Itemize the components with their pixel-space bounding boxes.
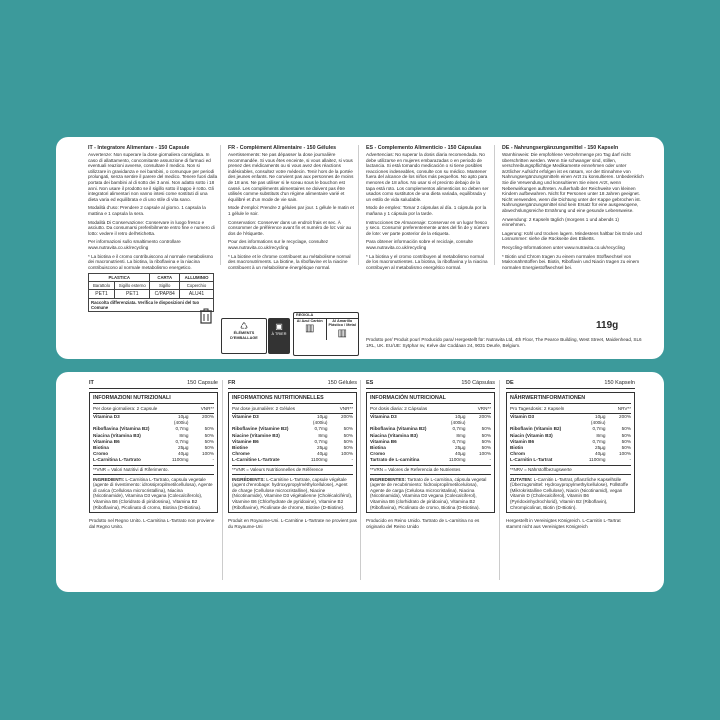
- nutrient-row: [510, 457, 631, 463]
- nutrient-nrv: 50%: [481, 445, 491, 451]
- table-header: ALLUMINIO: [180, 274, 214, 282]
- lang-code: DE: [506, 380, 514, 386]
- ingredients-text: L-Carnitine L-Tartrate, capsule végétale (agent d'enrobage: hydroxypropylméthylcellulose), Agent de charge (Cellulose microcristalline), Niacine (Nicotinamide), Vitamine D3 végétalienne (Cholécalciférol), Vitamine B6 (Chlorhydrate de pyridoxine), Vitamine B2 (Riboflavine), Picolinate de chrome, Biotine (D-Biotine).: [232, 476, 353, 510]
- nutrient-row: [232, 457, 353, 463]
- nutrient-name: Niacin (Vitamin B3): [510, 432, 553, 438]
- nutrient-amount: 8mg: [596, 432, 606, 438]
- dose-label: Par dose journalière: 2 Gélules: [232, 406, 296, 411]
- badge-label: À TRIER: [271, 332, 287, 336]
- de-title: DE - Nahrungsergänzungsmittel - 150 Kapseln: [502, 145, 619, 151]
- es-warnings: Advertencias: No superar la dosis diaria recomendada. No debe utilizarse en mujeres embarazadas o en periodo de lactancia. Si está tomando medicación o si tiene posibles reacciones indeseables, consulte con su médico. Mantener fuera del alcance de los niños más pequeños. No apto para menores de 18 años. No usar si el precinto debajo de la tapa está roto. Los complementos alimenticios no deben ser usados como sustitutos de una dieta variada, equilibrada y un estilo de vida saludable.: [366, 152, 489, 202]
- nutrient-name: Vitamin D3: [510, 414, 535, 419]
- nutrient-amount: 0,7mg: [314, 438, 328, 444]
- nutrient-amount: 25µg: [454, 445, 466, 451]
- nrv-footnote: **NRV = Nährstoffbezugswerte: [510, 465, 631, 472]
- fr-section: [228, 145, 356, 273]
- de-usage: Anwendung: 2 Kapseln täglich (morgens 1 und abends 1) einnehmen.: [502, 216, 619, 228]
- de-warnings: Warnhinweis: Die empfohlene Verzehrmenge pro Tag darf nicht überschritten werden. Wenn Sie schwanger sind, stillen, verschreibungspflichtige Medikamente einnehmen oder unter ärztlicher Aufsicht erfolgen ist es ratsam, vor der Einnahme von Nahrungsergänzungsmitteln einen Arzt zu konsultieren. Unbedenklich Sie die Verwendung und konsultieren Sie einen Arzt, wenn Nebenwirkungen auftreten. Außerhalb der Reichweite von kleinen Kindern aufbewahren. Nicht für Personen unter 18 Jahren geeignet. Nicht verwenden, wenn die Dichtung unter der Kappe gebrochen ist. Nahrungsergänzungsmittel sind kein Ersatz für eine ausgewogene, abwechslungsreiche Ernährung und eine gesunde Lebensweise.: [502, 152, 644, 213]
- de-storage: Lagerung: Kühl und trocken lagern. Mindestens haltbar bis Ende und Losnummer: siehe die Rückseite des Etiketts.: [502, 230, 642, 242]
- table-header: PLASTICA: [89, 274, 150, 282]
- nutrient-amount: 25µg: [177, 445, 189, 451]
- ref-label: VRN**: [477, 406, 491, 411]
- nutrition-title: INFORMAZIONI NUTRIZIONALI: [93, 395, 214, 404]
- dose-row: [510, 404, 631, 414]
- nutrition-box: [366, 392, 495, 513]
- nutrition-box: [89, 392, 218, 513]
- nutrient-amount: 0,7mg: [175, 426, 189, 432]
- table-cell: Coperchio: [180, 282, 214, 290]
- blue-bin: [294, 319, 327, 340]
- nutrient-name: Vitamina D3: [93, 414, 120, 419]
- packaging-badge: [221, 318, 267, 354]
- dose-row: [232, 404, 353, 414]
- nutrient-name: L-Carnitin L-Tartrat: [510, 457, 553, 463]
- nutrient-nrv: 200%: [202, 414, 214, 419]
- fr-claims: * La biotine et le chrome contribuent au métabolisme normal des macronutriments. La biotine, la riboflavine et la niacine contribuent à un métabolisme énergétique normal.: [228, 253, 351, 270]
- nutrient-nrv: 50%: [621, 438, 631, 444]
- nutrient-amount: 1100mg: [171, 457, 189, 463]
- triman-icon: ♺: [239, 321, 249, 331]
- sort-badge: [268, 318, 290, 354]
- nutrition-box: [228, 392, 357, 513]
- fr-warnings: Avertissements: Ne pas dépasser la dose journalière recommandée. Si vous êtes enceinte, si vous allaitez, si vous prenez des médicaments ou si vous avez des réactions indésirables, consultez votre médecin. Tenir hors de la portée des jeunes enfants. Ne convient pas aux personnes de moins de 18 ans. Ne pas utiliser si le sceau sous le bouchon est cassé. Les compléments alimentaires ne doivent pas être utilisés comme substituts d'un régime alimentaire varié et équilibré et d'un mode de vie sain.: [228, 152, 354, 202]
- nutrient-name: Chrom: [510, 451, 526, 457]
- bin-icon: ▥: [305, 323, 315, 334]
- table-note: Raccolta differenziata. Verifica le disposizioni del tuo Comune: [89, 299, 214, 312]
- nutrient-name: Vitamina B6: [370, 438, 397, 444]
- table-cell: C/PAP84: [150, 290, 180, 299]
- divider: [360, 380, 361, 580]
- nutrient-name: Riboflavina (Vitamina B2): [370, 426, 427, 432]
- nutrient-amount: 10µg (400iu): [312, 414, 328, 426]
- bin-icon: ▥: [337, 327, 347, 339]
- nutrient-amount: 1100mg: [588, 457, 606, 463]
- capsule-count: 150 Kapseln: [604, 380, 635, 386]
- ingredients-text: L-Carnitin L-Tartrat, pflanzliche Kapselhülle (Überzugsmittel: Hydroxypropylmethylcellulose), Füllstoffe (Mikrokristalline Cellulose), Niacin (Nicotinamid), vegan Vitamin D (Cholecalciferol), Vitamin B6 (Pyridoxinhydrochlorid), Vitamin B2 (Riboflavin), Chrompicolinat, Biotin (D-Biotin).: [510, 476, 629, 510]
- nutrient-row: [370, 414, 491, 426]
- label-bottom-panel: [56, 372, 664, 592]
- nutrient-nrv: 50%: [481, 432, 491, 438]
- nutrient-amount: 40µg: [316, 451, 328, 457]
- it-title: IT - Integratore Alimentare - 150 Capsule: [88, 145, 190, 151]
- nutrient-name: L-Carnitina L-Tartrato: [93, 457, 141, 463]
- nrv-footnote: **VRN = Valores de Referencia de Nutrientes: [370, 465, 491, 472]
- ingredients: [93, 474, 214, 511]
- table-cell: ALU41: [180, 290, 214, 299]
- table-cell: Barattolo: [89, 282, 115, 290]
- it-usage: Modalità d'uso: Prendere 2 capsule al giorno. 1 capsula la mattina e 1 capsula la sera.: [88, 205, 206, 216]
- nutrient-nrv: 50%: [343, 426, 353, 432]
- divider: [222, 380, 223, 580]
- dose-row: [93, 404, 214, 414]
- fr-title: FR - Complément Alimentaire - 150 Gélules: [228, 145, 337, 151]
- nutrient-name: Tartrato de L-carnitina: [370, 457, 420, 463]
- table-cell: Sigillo: [150, 282, 180, 290]
- nutrient-amount: 8mg: [318, 432, 328, 438]
- recycle-bin-icon: [198, 307, 214, 330]
- nutrient-name: Vitamina D3: [370, 414, 397, 419]
- nutrient-nrv: 50%: [481, 426, 491, 432]
- ref-label: VNR**: [200, 406, 214, 411]
- nutrient-nrv: -: [489, 457, 491, 463]
- nutrient-amount: 0,7mg: [452, 426, 466, 432]
- nutrient-amount: 8mg: [179, 432, 189, 438]
- es-storage: Instrucciones De Almacenaje: Conservar en un lugar fresco y seco. Consumir preferentemente antes del fin de y número de lote: ver parte posterior de la etiqueta.: [366, 219, 490, 236]
- label-top-panel: [56, 137, 664, 359]
- nutrient-name: Cromo: [93, 451, 109, 457]
- nutrient-name: Niacine (Vitamine B3): [232, 432, 280, 438]
- divider: [499, 380, 500, 580]
- capsule-count: 150 Cápsulas: [461, 380, 495, 386]
- nutrient-nrv: -: [351, 457, 353, 463]
- nutrient-amount: 25µg: [316, 445, 328, 451]
- nutrient-name: Biotin: [510, 445, 524, 451]
- nutrition-column: [366, 380, 495, 529]
- badge-label: REGIOLA: [294, 313, 358, 319]
- nutrient-name: Biotina: [370, 445, 386, 451]
- es-recycling: Para obtener información sobre el reciclaje, consulte www.nutravita.co.uk/recycling: [366, 239, 473, 250]
- nutrient-nrv: 50%: [343, 438, 353, 444]
- dose-row: [370, 404, 491, 414]
- ref-label: VNR**: [339, 406, 353, 411]
- sort-icon: ▣: [275, 322, 283, 331]
- it-claims: * La biotina e il cromo contribuiscono al normale metabolismo dei macronutrienti. La biotina, la riboflavina e la niacina contribuiscono al normale metabolismo energetico.: [88, 253, 214, 270]
- nutrient-name: Biotine: [232, 445, 248, 451]
- column-header: [89, 380, 218, 389]
- nutrient-name: Niacina (Vitamina B3): [370, 432, 418, 438]
- es-title: ES - Complemento Alimenticio - 150 Cápsulas: [366, 145, 482, 151]
- recycling-table: [88, 273, 214, 312]
- divider: [494, 145, 495, 265]
- de-claims: * Biotin und Chrom tragen zu einem normalen Stoffwechsel von Makronährstoffen bei. Biotin, Riboflavin und Niacin tragen zu einem normalen Energiestoffwechsel bei.: [502, 253, 640, 270]
- table-cell: Sigillo esterno: [115, 282, 150, 290]
- divider: [358, 145, 359, 265]
- nutrient-amount: 0,7mg: [592, 426, 606, 432]
- nutrition-title: INFORMATIONS NUTRITIONNELLES: [232, 395, 353, 404]
- nutrient-name: Riboflavin (Vitamin B2): [510, 426, 562, 432]
- nutrient-nrv: 50%: [621, 445, 631, 451]
- dose-label: Por dosis diaria: 2 Cápsulas: [370, 406, 428, 411]
- origin-text: Produit en Royaume-Uni. L-Carnitine L-Tartrate ne provient pas du Royaume-Uni: [228, 518, 357, 529]
- nutrient-name: Riboflavina (Vitamina B2): [93, 426, 150, 432]
- nutrient-nrv: 50%: [343, 432, 353, 438]
- fr-recycling: Pour des informations sur le recyclage, consultez www.nutravita.co.uk/recycling: [228, 239, 329, 250]
- nutrient-nrv: 50%: [481, 438, 491, 444]
- nutrient-amount: 40µg: [594, 451, 606, 457]
- ingredients-label: INGRÉDIENTS:: [232, 476, 265, 482]
- nutrient-name: Cromo: [370, 451, 386, 457]
- nutrition-title: INFORMACIÓN NUTRICIONAL: [370, 395, 491, 404]
- badge-label: Al Amarillo Plástico / Metal: [328, 318, 356, 327]
- nutrient-nrv: 50%: [621, 432, 631, 438]
- badge-label: ÉLÉMENTS D'EMBALLAGE: [230, 331, 258, 340]
- it-section: [88, 145, 218, 312]
- badge-label: Al Azul Cartón: [296, 318, 323, 323]
- column-header: [366, 380, 495, 389]
- ingredients: [232, 474, 353, 511]
- table-header: CARTA: [150, 274, 180, 282]
- nutrient-row: [232, 414, 353, 426]
- nutrient-nrv: 100%: [341, 451, 353, 457]
- it-warnings: Avvertenze: Non superare la dose giornaliera consigliata. In caso di allattamento, concomitante assunzione di farmaci ed eventuali reazioni avverse, consultare il medico. Non si utilizzare in gravidanza e nei bambini, o comunque per periodi prolungati, senza sentire il parere del medico. Tenere fuori dalla portata dei bambini al di sotto dei 3 anni. Non adatto sotto i 18 anni. Non usare il prodotto se il sigillo sotto il tappo è rotto. Gli integratori alimentari non vanno intesi come sostituti di una dieta varia ed equilibrata e di uno stile di vita sano.: [88, 152, 218, 202]
- nutrient-amount: 40µg: [177, 451, 189, 457]
- nutrient-name: Vitamina B6: [93, 438, 120, 444]
- it-storage: Modalità Di Conservazione: Conservare in luogo fresco e asciutto. Da consumarsi preferibilmente entro fine e numero di lotto: vedere il retro dell'etichetta.: [88, 219, 215, 236]
- es-usage: Modo de empleo: Tomar 2 cápsulas al día. 1 cápsula por la mañana y 1 cápsula por la tarde.: [366, 205, 487, 216]
- nutrient-nrv: -: [212, 457, 214, 463]
- nutrition-box: [506, 392, 635, 513]
- nutrient-nrv: -: [629, 457, 631, 463]
- ingredients-label: INGREDIENTI:: [93, 476, 125, 482]
- nutrient-name: Vitamine D3: [232, 414, 259, 419]
- nutrient-name: Vitamin B6: [510, 438, 535, 444]
- nutrient-row: [370, 457, 491, 463]
- nutrition-column: [89, 380, 218, 529]
- nutrient-amount: 10µg (400iu): [590, 414, 606, 426]
- nutrient-nrv: 100%: [619, 451, 631, 457]
- ingredients: [370, 474, 491, 511]
- nutrition-column: [228, 380, 357, 529]
- ingredients-label: ZUTATEN:: [510, 476, 533, 482]
- origin-text: Producido en Reino Unido. Tartrato de L-carnitina no es originario del Reino Unido: [366, 518, 480, 529]
- column-header: [506, 380, 635, 389]
- nutrition-title: NÄHRWERTINFORMATIONEN: [510, 395, 631, 404]
- nutrient-name: L-Carnitine L-Tartrate: [232, 457, 280, 463]
- table-cell: PET1: [115, 290, 150, 299]
- reciclaje-badge: [293, 312, 359, 356]
- ref-label: NRV**: [617, 406, 631, 411]
- nutrient-nrv: 200%: [479, 414, 491, 419]
- es-section: [366, 145, 490, 273]
- nrv-footnote: **VNR = Valori Nutritivi di Riferimento.: [93, 465, 214, 472]
- de-section: [502, 145, 644, 273]
- ingredients-text: L-Carnitina L-Tartrato, capsula vegetale (agente di rivestimento: idrossipropilmetilcellulosa), Agente di carica (Cellulosa microcristallina), Niacina (Nicotinamide), Vitamina D3 vegana (Colecalciferolo), Vitamina B6 (Cloridrato di piridossina), Vitamina B2 (Riboflavina), Picolinato di cromo, Biotina (D-Biotina).: [93, 476, 213, 510]
- nutrient-name: Niacina (Vitamina B3): [93, 432, 141, 438]
- nutrient-nrv: 50%: [204, 432, 214, 438]
- capsule-count: 150 Gélules: [327, 380, 357, 386]
- nutrient-nrv: 100%: [202, 451, 214, 457]
- producer-info: Prodotto per/ Produit pour/ Producido para/ Hergestellt für: Nutravita Ltd, 4th Floor, The Pearce Building, West Street, Maidenhead, SL6 1RL, UK. EU/UE: Sytphar nv, Kelve dar Coddaan 24, 9031 Deurle, Belgium.: [366, 337, 642, 348]
- nutrient-name: Vitamine B6: [232, 438, 259, 444]
- dose-label: Per dose giornaliera: 2 Capsule: [93, 406, 158, 411]
- nutrient-nrv: 50%: [204, 426, 214, 432]
- nutrient-name: Riboflavine (Vitamine B2): [232, 426, 289, 432]
- nutrient-nrv: 50%: [343, 445, 353, 451]
- fr-storage: Conservation: Conserver dans un endroit frais et sec. À consommer de préférence avant fin et numéro de lot: voir au dos de l'étiquette.: [228, 219, 352, 236]
- nutrient-amount: 10µg (400iu): [450, 414, 466, 426]
- nutrient-nrv: 50%: [621, 426, 631, 432]
- lang-code: FR: [228, 380, 236, 386]
- divider: [220, 145, 221, 265]
- ingredients-text: Tartrato de L-carnitina, cápsula vegetal (agente de recubrimiento: hidroxipropilmetilcelulosa), Agente de carga (Celulosa microcristalina), Niacina (Nicotinamida), Vitamina D3 vegana (Colecalciferol), Vitamina B6 (clorhidrato de piridoxina), Vitamina B2 (Riboflavina), Picolinato de cromo, Biotina (D-Biotina).: [370, 476, 487, 510]
- nutrient-amount: 40µg: [454, 451, 466, 457]
- net-weight: 119g: [596, 320, 619, 331]
- origin-text: Prodotto nel Regno Unito. L-Carnitina L-Tartrato non proviene dal Regno Unito.: [89, 518, 215, 529]
- nutrient-amount: 0,7mg: [314, 426, 328, 432]
- fr-usage: Mode d'emploi: Prendre 2 gélules par jour. 1 gélule le matin et 1 gélule le soir.: [228, 205, 355, 216]
- dose-label: Pro Tagesdosis: 2 Kapseln: [510, 406, 565, 411]
- nrv-footnote: **VNR = Valeurs Nutritionnelles de Référence: [232, 465, 353, 472]
- nutrient-amount: 8mg: [456, 432, 466, 438]
- ingredients: [510, 474, 631, 511]
- de-recycling: Recycling-Informationen unter www.nutravita.co.uk/recycling: [502, 244, 625, 250]
- nutrient-amount: 0,7mg: [175, 438, 189, 444]
- nutrient-amount: 25µg: [594, 445, 606, 451]
- lang-code: IT: [89, 380, 94, 386]
- nutrition-column: [506, 380, 635, 529]
- es-claims: * La biotina y el cromo contribuyen al metabolismo normal de los macronutrientes. La biotina, la riboflavina y la niacina contribuyen al metabolismo energético normal.: [366, 253, 488, 270]
- nutrient-nrv: 100%: [479, 451, 491, 457]
- nutrient-nrv: 50%: [204, 438, 214, 444]
- column-header: [228, 380, 357, 389]
- ingredients-label: INGREDIENTES:: [370, 476, 406, 482]
- lang-code: ES: [366, 380, 374, 386]
- nutrient-amount: 0,7mg: [452, 438, 466, 444]
- table-cell: PET1: [89, 290, 115, 299]
- nutrient-name: Chrome: [232, 451, 250, 457]
- nutrient-amount: 10µg (400iu): [173, 414, 189, 426]
- nutrient-name: Biotina: [93, 445, 109, 451]
- nutrient-nrv: 200%: [619, 414, 631, 419]
- nutrient-row: [93, 457, 214, 463]
- nutrient-nrv: 200%: [341, 414, 353, 419]
- nutrient-row: [510, 414, 631, 426]
- nutrient-amount: 1100mg: [310, 457, 328, 463]
- nutrient-row: [93, 414, 214, 426]
- capsule-count: 150 Capsule: [187, 380, 218, 386]
- nutrient-amount: 1100mg: [448, 457, 466, 463]
- origin-text: Hergestellt in Vereinigtes Königreich. L-Carnitin L-Tartrat stammt nicht aus Vereinigtes Königreich: [506, 518, 621, 529]
- nutrient-nrv: 50%: [204, 445, 214, 451]
- nutrient-amount: 0,7mg: [592, 438, 606, 444]
- it-recycling: Per informazioni sullo smaltimento controllare www.nutravita.co.uk/recycling: [88, 239, 181, 250]
- yellow-bin: [327, 319, 359, 340]
